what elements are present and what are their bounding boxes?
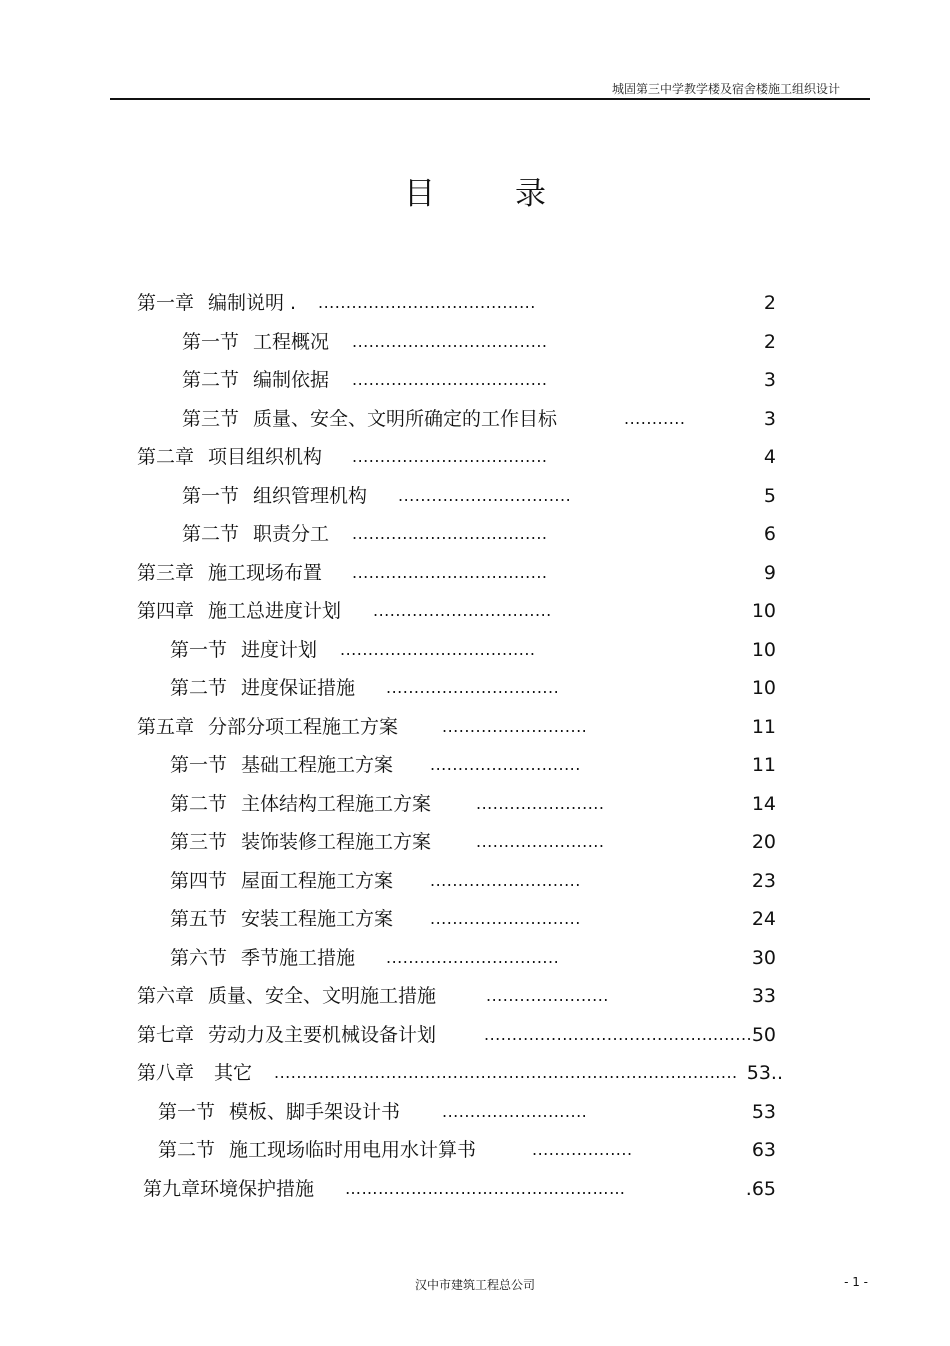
footer-page-number: - 1 -	[844, 1275, 868, 1289]
toc-entry-number: 第二章	[137, 446, 195, 468]
toc-entry-label	[170, 746, 393, 784]
toc-entry-text: 分部分项工程施工方案	[208, 715, 399, 738]
toc-page-number: 3	[763, 369, 776, 391]
toc-entry-text: 施工现场布置	[208, 561, 323, 584]
toc-entry-number: 第一章	[137, 292, 195, 314]
header-rule	[110, 98, 870, 100]
toc-entry-label	[170, 823, 431, 861]
toc-dot-leader: ................................................	[484, 1024, 753, 1044]
toc-entry-text: 编制依据	[253, 369, 330, 391]
toc-entry[interactable]	[0, 361, 950, 400]
toc-entry-label	[137, 284, 296, 322]
toc-entry-text: 基础工程施工方案	[241, 754, 394, 776]
toc-entry-number: 第五章	[137, 715, 195, 738]
toc-entry-label	[158, 1131, 476, 1169]
toc-entry[interactable]	[0, 1131, 950, 1170]
toc-entry-text: 施工现场临时用电用水计算书	[229, 1139, 477, 1161]
toc-dot-leader: ...................................	[352, 370, 548, 389]
toc-entry[interactable]	[0, 400, 950, 439]
running-header: 城固第三中学教学楼及宿舍楼施工组织设计	[611, 82, 840, 96]
toc-page-number: 2	[763, 292, 776, 314]
toc-entry[interactable]	[0, 1093, 950, 1132]
toc-entry-label	[137, 554, 322, 592]
toc-entry-number: 第二节	[170, 677, 228, 699]
toc-entry-text: 项目组织机构	[208, 446, 323, 468]
toc-entry[interactable]	[0, 284, 950, 323]
toc-page-number: 30	[751, 946, 776, 969]
toc-entry[interactable]	[0, 746, 950, 785]
toc-entry-text: 质量、安全、文明所确定的工作目标	[253, 407, 558, 430]
toc-dot-leader: ...........................	[430, 909, 581, 928]
toc-dot-leader: .......................	[476, 832, 605, 851]
toc-entry-number: 第一节	[170, 638, 228, 661]
toc-entry[interactable]	[0, 554, 950, 593]
toc-page-number: 10	[751, 677, 776, 699]
toc-entry-text: 组织管理机构	[253, 484, 368, 507]
toc-entry-text: 编制说明 .	[208, 292, 297, 314]
toc-entry[interactable]	[0, 323, 950, 362]
toc-entry[interactable]	[0, 1054, 950, 1093]
toc-page-number: 11	[751, 715, 776, 738]
toc-entry-label	[182, 361, 329, 399]
toc-page-number: 6	[763, 523, 776, 545]
toc-page-number: 4	[763, 446, 776, 468]
toc-entry-number: 第一节	[182, 484, 240, 507]
toc-entry-text: 质量、安全、文明施工措施	[208, 985, 437, 1007]
toc-page-number: 9	[763, 561, 776, 584]
toc-entry-number: 第三章	[137, 561, 195, 584]
toc-page-number: 53	[751, 1100, 776, 1123]
toc-entry-text: 职责分工	[253, 523, 330, 545]
toc-dot-leader: ...................................	[352, 331, 548, 351]
toc-entry-label	[158, 1093, 400, 1131]
toc-entry-text: 主体结构工程施工方案	[241, 792, 432, 815]
toc-dot-leader: .......................................	[318, 293, 536, 312]
toc-dot-leader: ..........................	[442, 1101, 588, 1121]
toc-page-number: 10	[751, 600, 776, 622]
toc-page-number: 53..	[746, 1062, 783, 1084]
toc-entry-number: 第五节	[170, 908, 228, 930]
toc-dot-leader: ...................................	[352, 524, 548, 543]
toc-entry-number: 第二节	[158, 1139, 216, 1161]
toc-dot-leader: ..........................	[442, 716, 588, 736]
toc-entry[interactable]	[0, 1170, 950, 1209]
toc-entry-text: 其它	[208, 1062, 253, 1084]
toc-entry-label	[137, 708, 398, 746]
toc-page-number: 10	[751, 638, 776, 661]
toc-entry-label	[170, 862, 393, 900]
toc-dot-leader: ……………………………………………	[345, 1178, 626, 1198]
toc-entry[interactable]	[0, 862, 950, 901]
toc-dot-leader: ......................	[486, 986, 609, 1005]
toc-entry-label	[137, 592, 341, 630]
toc-page-number: 14	[751, 792, 776, 815]
toc-page-number: 11	[751, 754, 776, 776]
toc-entry-number: 第九章环境保护措施	[143, 1177, 315, 1200]
toc-page-number: 20	[751, 831, 776, 853]
toc-dot-leader: ................................	[373, 601, 552, 620]
toc-entry[interactable]	[0, 631, 950, 670]
toc-entry-number: 第四节	[170, 869, 228, 892]
toc-page-number: 2	[763, 330, 776, 353]
toc-entry-label	[137, 1016, 436, 1054]
toc-entry-label	[137, 977, 436, 1015]
toc-page-number: 24	[751, 908, 776, 930]
toc-page-number: .65	[745, 1177, 776, 1200]
toc-entry[interactable]	[0, 1016, 950, 1055]
toc-page-number: 23	[751, 869, 776, 892]
toc-entry-number: 第四章	[137, 600, 195, 622]
toc-entry-number: 第一节	[182, 330, 240, 353]
toc-entry-number: 第二节	[182, 523, 240, 545]
toc-entry-label	[182, 400, 557, 438]
toc-page-number: 63	[751, 1139, 776, 1161]
toc-dot-leader: ...............................	[386, 947, 560, 967]
toc-entry[interactable]	[0, 900, 950, 939]
toc-entry-text: 安装工程施工方案	[241, 908, 394, 930]
toc-dot-leader: .......................	[476, 793, 605, 813]
toc-entry-label	[170, 631, 317, 669]
toc-page-number: 3	[763, 407, 776, 430]
toc-entry-text: 季节施工措施	[241, 946, 356, 969]
toc-dot-leader: ..................	[532, 1140, 633, 1159]
toc-entry[interactable]	[0, 669, 950, 708]
toc-entry-text: 工程概况	[253, 330, 330, 353]
toc-entry-label	[143, 1170, 314, 1208]
toc-entry-text: 劳动力及主要机械设备计划	[208, 1023, 437, 1046]
toc-entry-label	[182, 323, 329, 361]
toc-entry-text: 装饰装修工程施工方案	[241, 831, 432, 853]
toc-dot-leader: ...........................	[430, 755, 581, 774]
toc-entry[interactable]	[0, 977, 950, 1016]
toc-dot-leader: ...................................	[352, 447, 548, 466]
toc-entry-text: 施工总进度计划	[208, 600, 342, 622]
toc-entry[interactable]	[0, 592, 950, 631]
toc-dot-leader: ...................................	[352, 562, 548, 582]
toc-dot-leader: ...........................	[430, 870, 581, 890]
toc-page-number: 33	[751, 985, 776, 1007]
toc-entry-number: 第一节	[158, 1100, 216, 1123]
toc-entry-text: 进度计划	[241, 638, 318, 661]
toc-entry-number: 第六节	[170, 946, 228, 969]
toc-entry-label	[182, 515, 329, 553]
toc-entry-number: 第三节	[182, 407, 240, 430]
toc-entry-label	[137, 438, 322, 476]
toc-page-number: 50	[751, 1023, 776, 1046]
toc-entry-label	[170, 785, 431, 823]
table-of-contents	[0, 284, 950, 1208]
toc-entry-number: 第八章	[137, 1062, 195, 1084]
toc-entry-label	[170, 900, 393, 938]
toc-entry-label	[137, 1054, 252, 1092]
toc-entry[interactable]	[0, 477, 950, 516]
toc-dot-leader: ...................................................................................	[274, 1063, 738, 1082]
toc-entry-label	[170, 939, 355, 977]
toc-entry-number: 第六章	[137, 985, 195, 1007]
toc-entry[interactable]	[0, 708, 950, 747]
toc-entry[interactable]	[0, 785, 950, 824]
toc-page-number: 5	[763, 484, 776, 507]
toc-entry[interactable]	[0, 823, 950, 862]
toc-dot-leader: ...................................	[340, 639, 536, 659]
toc-entry-text: 进度保证措施	[241, 677, 356, 699]
toc-entry[interactable]	[0, 939, 950, 978]
toc-entry-number: 第三节	[170, 831, 228, 853]
toc-entry-label	[182, 477, 367, 515]
toc-entry-number: 第七章	[137, 1023, 195, 1046]
toc-entry-label	[170, 669, 355, 707]
toc-dot-leader: ...............................	[398, 485, 572, 505]
toc-dot-leader: ...........	[624, 408, 686, 428]
toc-entry-number: 第一节	[170, 754, 228, 776]
toc-entry[interactable]	[0, 515, 950, 554]
toc-entry-number: 第二节	[170, 792, 228, 815]
footer-company: 汉中市建筑工程总公司	[414, 1278, 535, 1292]
toc-entry-text: 模板、脚手架设计书	[229, 1100, 401, 1123]
toc-entry[interactable]	[0, 438, 950, 477]
toc-title: 目录	[404, 176, 626, 212]
toc-entry-number: 第二节	[182, 369, 240, 391]
toc-entry-text: 屋面工程施工方案	[241, 869, 394, 892]
toc-dot-leader: ...............................	[386, 678, 560, 697]
